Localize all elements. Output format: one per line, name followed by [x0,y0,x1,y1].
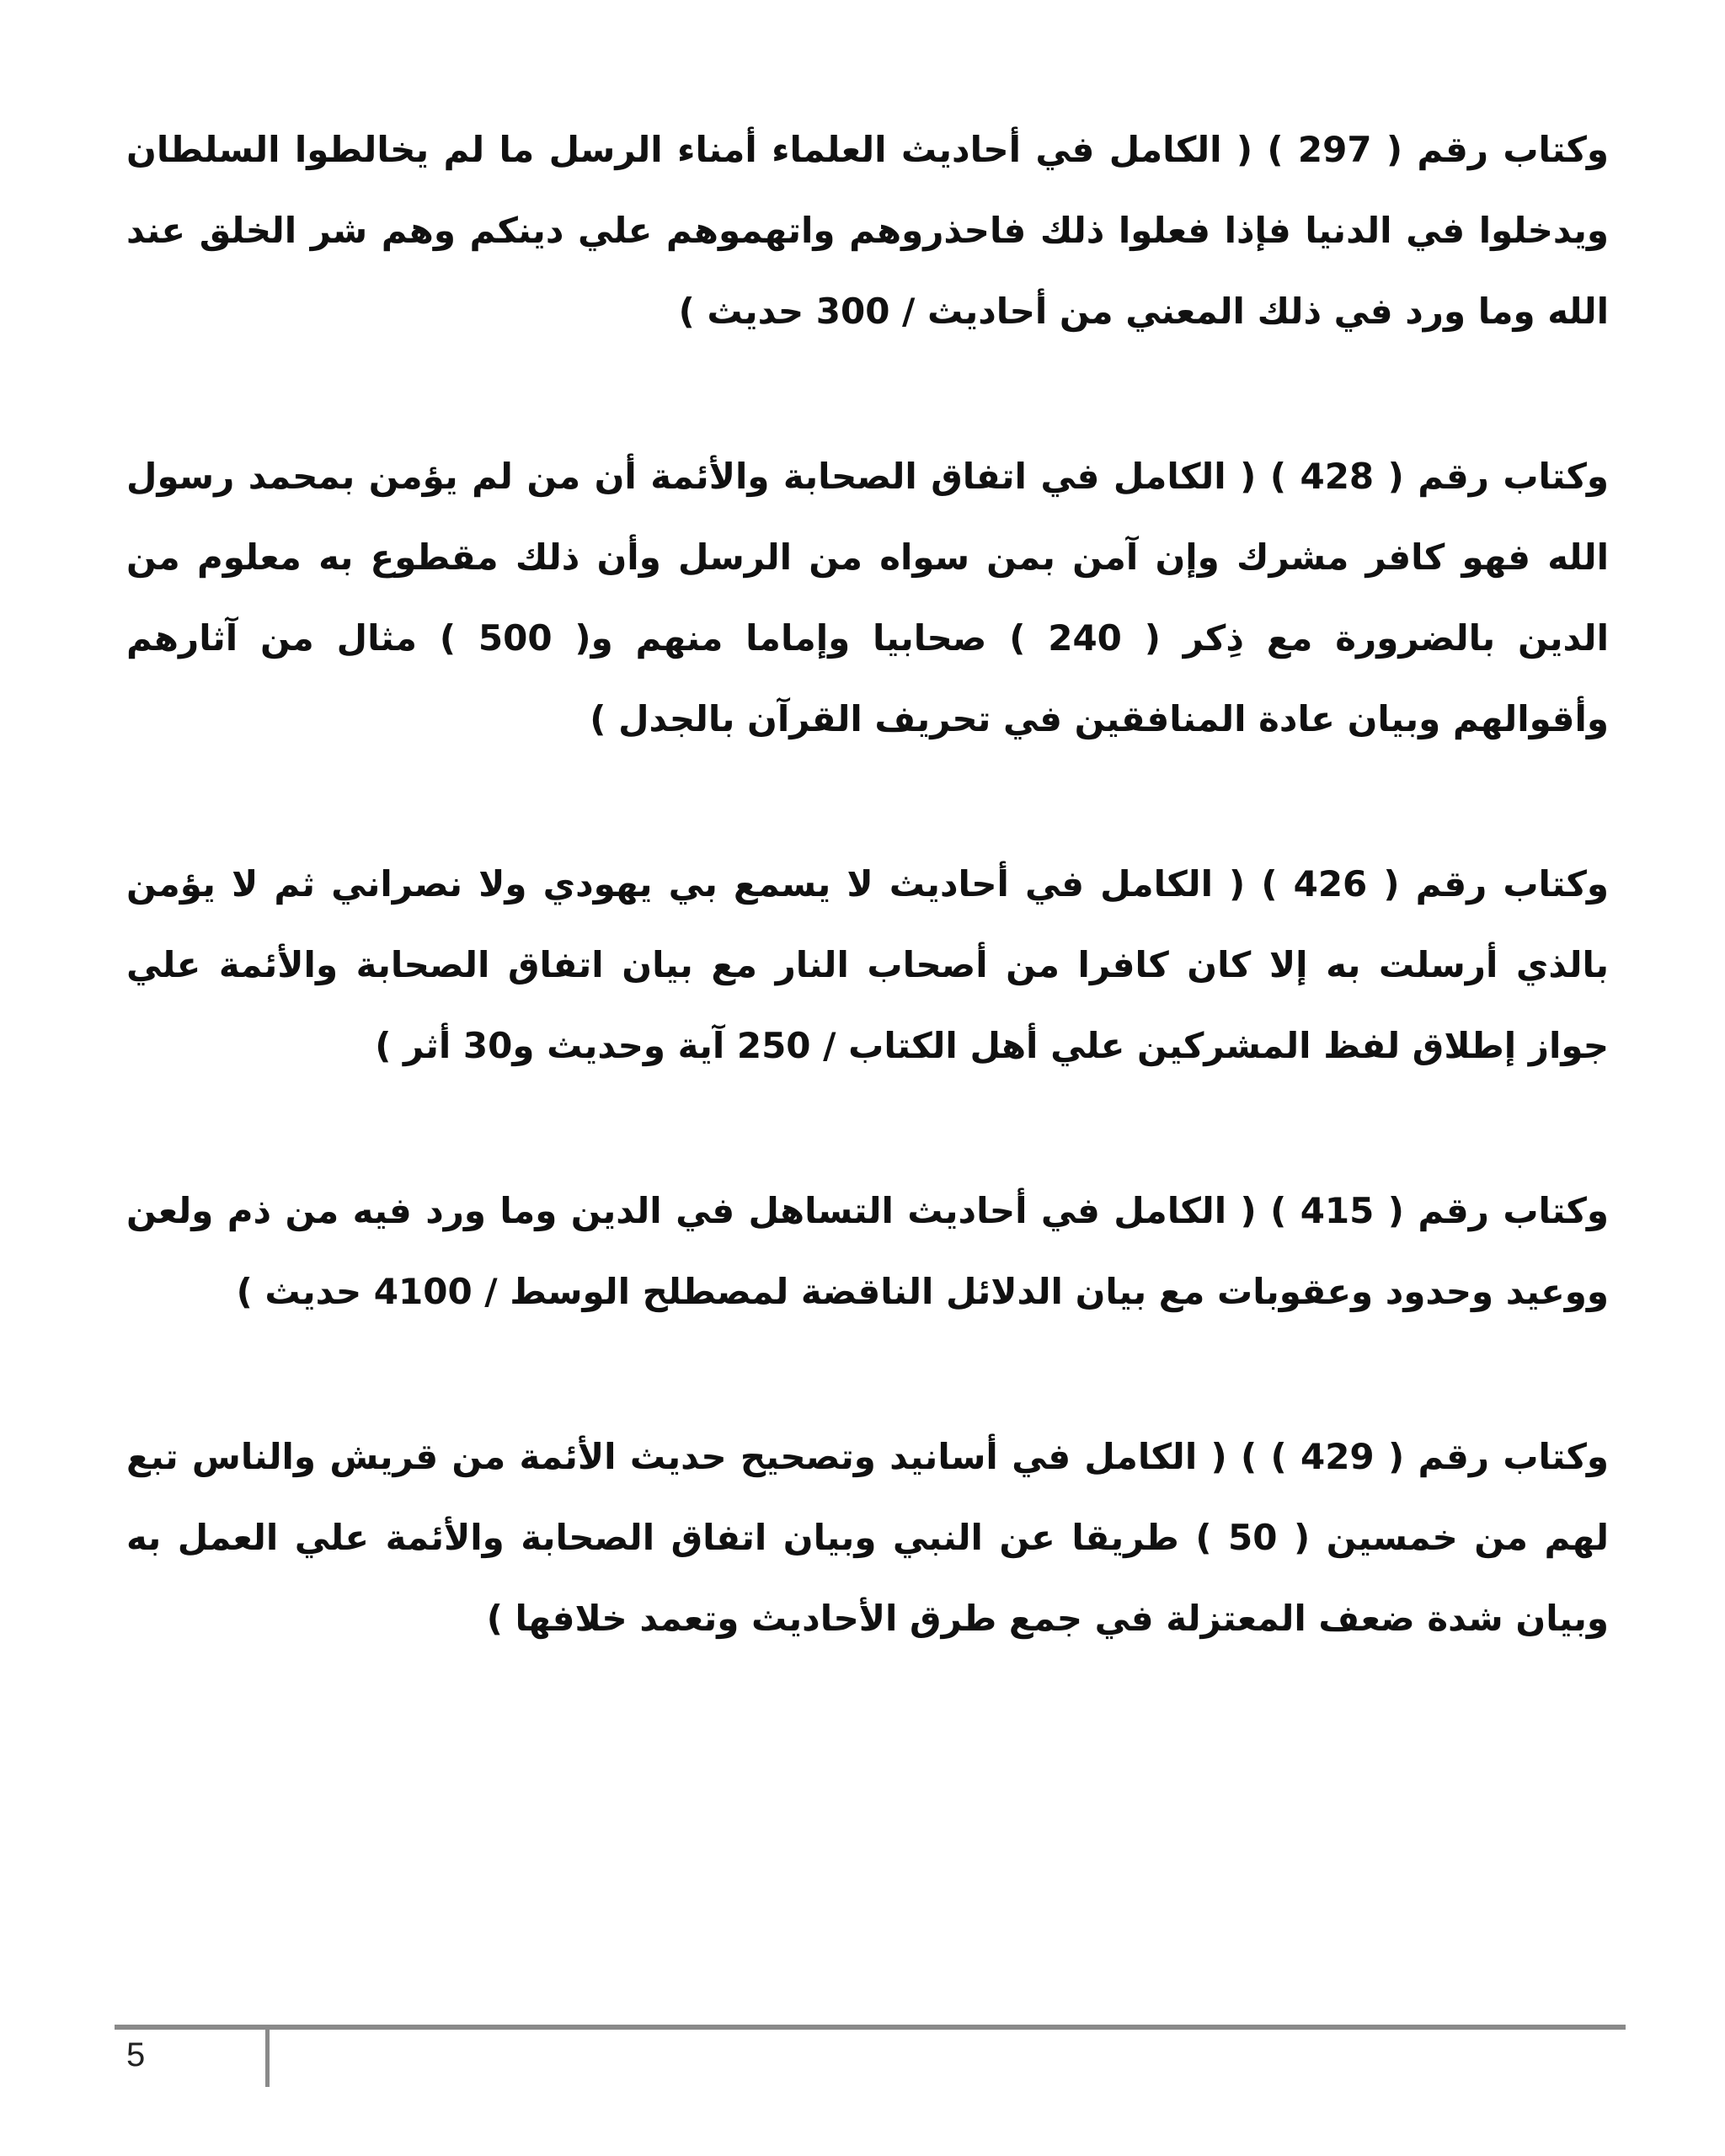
book-entry-426: وكتاب رقم ( 426 ) ( الكامل في أحاديث لا يسمع بي يهودي ولا نصراني ثم لا يؤمن بالذي أرسلت به إلا كان كافرا من أصحاب النار مع بيان اتفاق الصحابة والأئمة علي جواز إطلاق لفظ المشركين علي أهل الكتاب / 250 آية وحديث و30 أثر ) [126,863,1609,1066]
document-body [126,109,1609,1743]
book-entry-415: وكتاب رقم ( 415 ) ( الكامل في أحاديث التساهل في الدين وما ورد فيه من ذم ولعن ووعيد وحدود وعقوبات مع بيان الدلائل الناقضة لمصطلح الوسط / 4100 حديث ) [126,1190,1610,1312]
page-number: 5 [126,2036,146,2073]
book-entry-429: وكتاب رقم ( 429 ) ) ( الكامل في أسانيد وتصحيح حديث الأئمة من قريش والناس تبع لهم من خمسين ( 50 ) طريقا عن النبي وبيان اتفاق الصحابة والأئمة علي العمل به وبيان شدة ضعف المعتزلة في جمع طرق الأحاديث وتعمد خلافها ) [126,1436,1609,1639]
footer-rule [115,2025,1626,2030]
footer-divider [265,2030,270,2087]
book-entry-297: وكتاب رقم ( 297 ) ( الكامل في أحاديث العلماء أمناء الرسل ما لم يخالطوا السلطان ويدخلوا في الدنيا فإذا فعلوا ذلك فاحذروهم واتهموهم علي دينكم وهم شر الخلق عند الله وما ورد في ذلك المعني من أحاديث / 300 حديث ) [126,129,1610,332]
book-entry-428: وكتاب رقم ( 428 ) ( الكامل في اتفاق الصحابة والأئمة أن من لم يؤمن بمحمد رسول الله فهو كافر مشرك وإن آمن بمن سواه من الرسل وأن ذلك مقطوع به معلوم من الدين بالضرورة مع ذِكر ( 240 ) صحابيا وإماما منهم و( 500 ) مثال من آثارهم وأقوالهم وبيان عادة المنافقين في تحريف القرآن بالجدل ) [126,456,1610,739]
